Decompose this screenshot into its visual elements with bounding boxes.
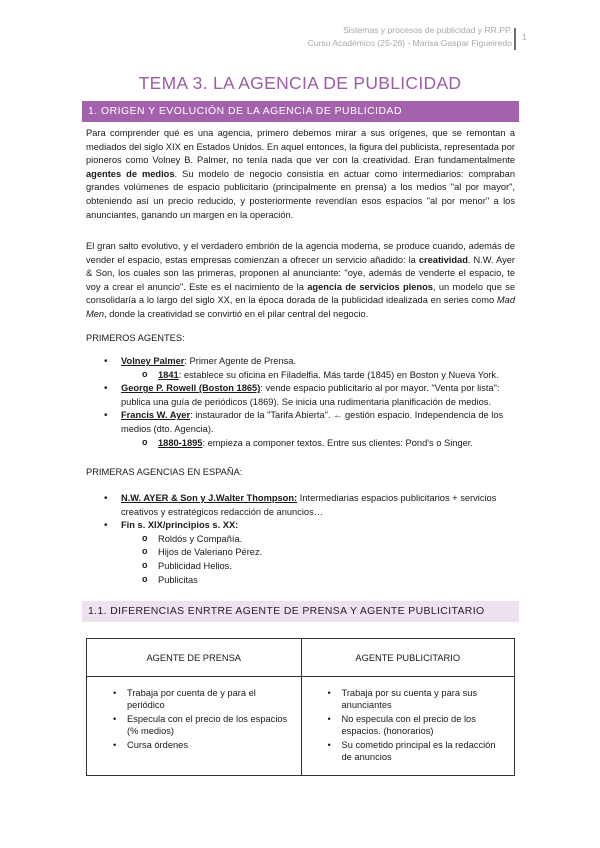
table-cell-item: • Especula con el precio de los espacios (% medios) [95, 713, 293, 738]
list-item: • N.W. AYER & Son y J.Walter Thompson: Intermediarias espacios publicitarios + servicios creativos y estratégicos redacción de anuncios… [86, 492, 515, 519]
list-subitem: o 1841: establece su oficina en Filadelfia. Más tarde (1845) en Boston y Nueva York. [86, 369, 515, 383]
label-primeros-agentes: PRIMEROS AGENTES: [86, 333, 185, 343]
italic-mad-men: Mad Men [86, 295, 515, 319]
running-header [308, 24, 512, 50]
list-subitem: o Publicidad Helios. [86, 560, 515, 574]
list-item: • Fin s. XIX/principios s. XX: [86, 519, 515, 533]
table-cell-item: • No especula con el precio de los espacios. (honorarios) [310, 713, 507, 738]
list-subitem: o Publicitas [86, 574, 515, 588]
list-agencias-espana [86, 492, 515, 587]
bold-term-creatividad: creatividad [418, 254, 468, 265]
label-agencias-espana: PRIMERAS AGENCIAS EN ESPAÑA: [86, 467, 243, 477]
table-column-publicitario [301, 639, 515, 775]
bold-term-servicios-plenos: agencia de servicios plenos [307, 281, 433, 292]
paragraph-origins: Para comprender qué es una agencia, primero debemos mirar a sus orígenes, que se remontan a mediados del siglo XIX en Estados Unidos. En aquel entonces, la figura del publicista, representada por pioneros como Volney B. Palmer, no tenía nada que ver con la creatividad. Eran fundamentalmente agentes de medios. Su modelo de negocio consistía en actuar como intermediarios: compraban grandes volúmenes de espacio publicitario (principalmente en prensa) a los medios "al por mayor", obteniendo así un precio reducido, y posteriormente revendían esos espacios "al por menor" a los anunciantes, ganando un margen en la operación. [86, 128, 515, 220]
section-heading-1-1: 1.1. DIFERENCIAS ENRTRE AGENTE DE PRENSA Y AGENTE PUBLICITARIO [82, 601, 519, 622]
table-cell-item: • Su cometido principal es la redacción de anuncios [310, 739, 507, 764]
table-column-prensa [87, 639, 301, 775]
list-subitem: o Hijos de Valeriano Pérez. [86, 546, 515, 560]
page-marker-divider [514, 28, 516, 50]
list-subitem: o 1880-1895: empieza a componer textos. Entre sus clientes: Pond's o Singer. [86, 437, 515, 451]
header-author: Curso Académico (25-26) - Marisa Gaspar Figueiredo [307, 38, 512, 48]
table-cell-item: • Cursa órdenes [95, 739, 293, 751]
section-heading-1: 1. ORIGEN Y EVOLUCIÓN DE LA AGENCIA DE PUBLICIDAD [82, 101, 519, 122]
paragraph-evolution: El gran salto evolutivo, y el verdadero embrión de la agencia moderna, se produce cuando, además de vender el espacio, estas empresas comienzan a ofrecer un servicio añadido: la creatividad. N.W. Ayer & Son, los cuales son las primeras, proponen al anunciante: "oye, además de venderte el espacio, te voy a crear el anuncio". Este es el nacimiento de la agencia de servicios plenos, un modelo que se consolidaría a lo largo del siglo XX, en la época dorada de la publicidad idealizada en series como Mad Men, donde la creatividad se convirtió en el pilar central del negocio. [86, 241, 516, 319]
bold-term-agentes-medios: agentes de medios [86, 168, 175, 179]
table-cell-item: • Trabaja por cuenta de y para el periódico [95, 687, 293, 712]
table-header: AGENTE DE PRENSA [87, 639, 301, 677]
page-title: TEMA 3. LA AGENCIA DE PUBLICIDAD [138, 73, 462, 93]
list-item: • Francis W. Ayer: instaurador de la "Tarifa Abierta". ← gestión espacio. Independencia de los medios (dto. Agencia). [86, 409, 515, 436]
table-cell-item: • Trabaja por su cuenta y para sus anunciantes [310, 687, 507, 712]
comparison-table [86, 638, 515, 776]
list-item: • George P. Rowell (Boston 1865): vende espacio publicitario al por mayor. "Venta por lista": publica una guía de periódicos (1869). Se inicia una rudimentaria planificación de medios. [86, 382, 515, 409]
header-course: Sistemas y procesos de publicidad y RR.PP. [343, 25, 512, 35]
table-header: AGENTE PUBLICITARIO [302, 639, 515, 677]
list-item: • Volney Palmer: Primer Agente de Prensa. [86, 355, 515, 369]
list-primeros-agentes [86, 355, 515, 450]
list-subitem: o Roldós y Compañía. [86, 533, 515, 547]
page-number: 1 [522, 32, 527, 42]
